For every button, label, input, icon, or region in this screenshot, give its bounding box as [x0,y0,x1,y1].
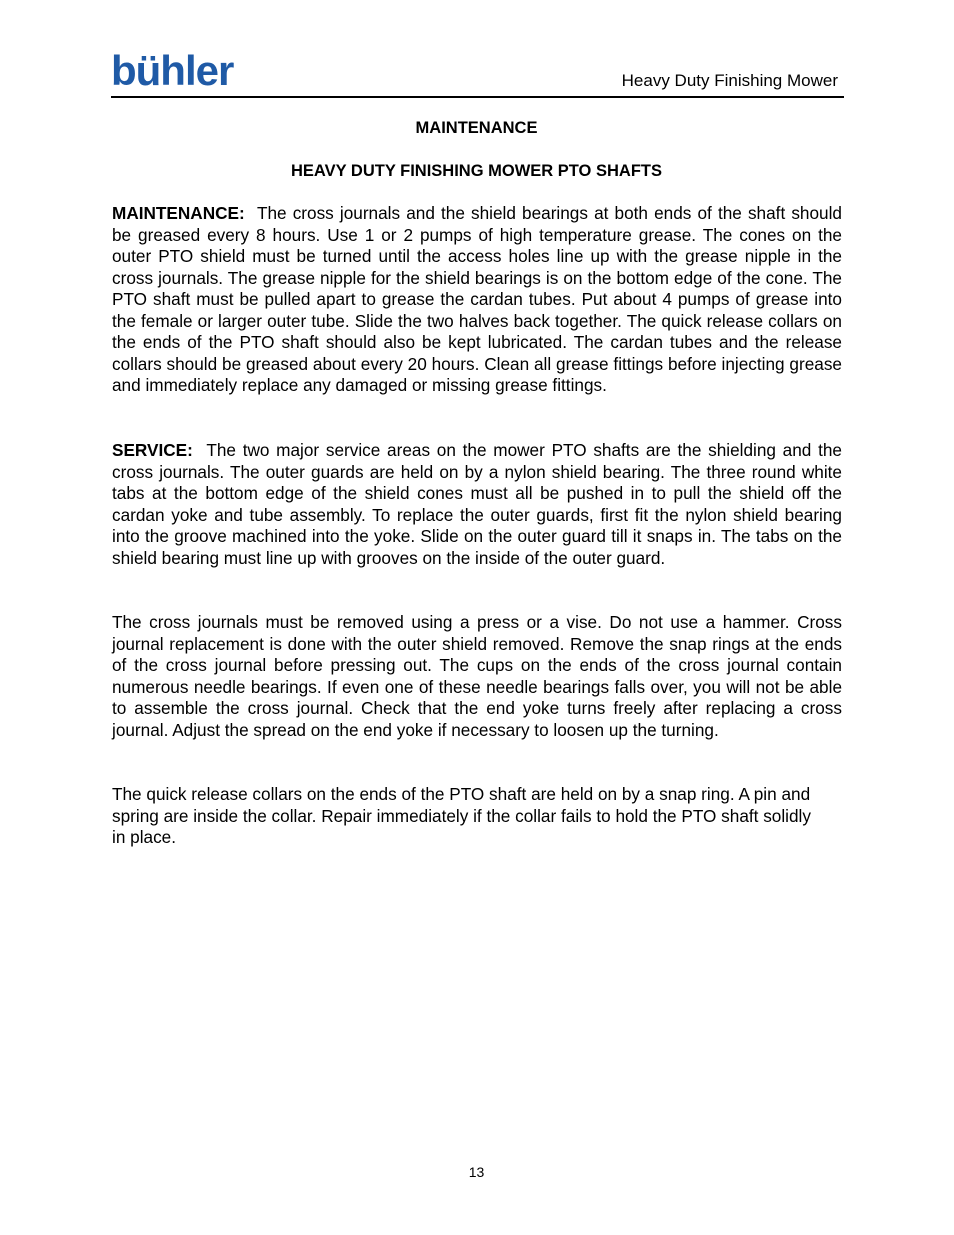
buhler-logo: bühler [111,47,234,94]
section-title: MAINTENANCE [415,119,538,137]
page-header [111,47,844,98]
release-collar-text: The quick release collars on the ends of the PTO shaft are held on by a snap ring. A pin and spring are inside the collar. Repair immediately if the collar fails to hold the PTO shaft solidly in place. [112,784,811,847]
cross-journal-paragraph [112,612,842,741]
maintenance-lead: MAINTENANCE: [112,203,245,223]
cross-journal-text: The cross journals must be removed using a press or a vise. Do not use a hammer. Cross journal replacement is done with the outer shield removed. Remove the snap rings at the ends of the cross journal before pressing out. The cups on the ends of the cross journal contain numerous needle bearings. If even one of these needle bearings falls over, you will not be able to assemble the cross journal. Check that the end yoke turns freely after replacing a cross journal. Adjust the spread on the end yoke if necessary to loosen up the turning. [112,612,842,740]
header-title: Heavy Duty Finishing Mower [621,71,838,90]
subsection-title: HEAVY DUTY FINISHING MOWER PTO SHAFTS [291,162,662,180]
release-collar-paragraph [112,784,824,849]
maintenance-paragraph [112,203,842,397]
service-lead: SERVICE: [112,440,193,460]
page-number: 13 [468,1164,485,1180]
maintenance-text: The cross journals and the shield bearings at both ends of the shaft should be greased every 8 hours. Use 1 or 2 pumps of high temperature grease. The cones on the outer PTO shield must be turned until the access holes line up with the grease nipple in the cross journals. The grease nipple for the shield bearings is on the bottom edge of the cone. The PTO shaft must be pulled apart to grease the cardan tubes. Put about 4 pumps of grease into the female or larger outer tube. Slide the two halves back together. The quick release collars on the ends of the PTO shaft should also be kept lubricated. The cardan tubes and the release collars should be greased about every 20 hours. Clean all grease fittings before injecting grease and immediately replace any damaged or missing grease fittings. [112,203,842,395]
service-text: The two major service areas on the mower PTO shafts are the shielding and the cross journals. The outer guards are held on by a nylon shield bearing. The three round white tabs at the bottom edge of the shield cones must all be pushed in to pull the shield off the cardan yoke and tube assembly. To replace the outer guards, first fit the nylon shield bearing into the groove machined into the yoke. Slide on the outer guard till it snaps in. The tabs on the shield bearing must line up with grooves on the inside of the outer guard. [112,440,842,568]
service-paragraph [112,440,842,569]
